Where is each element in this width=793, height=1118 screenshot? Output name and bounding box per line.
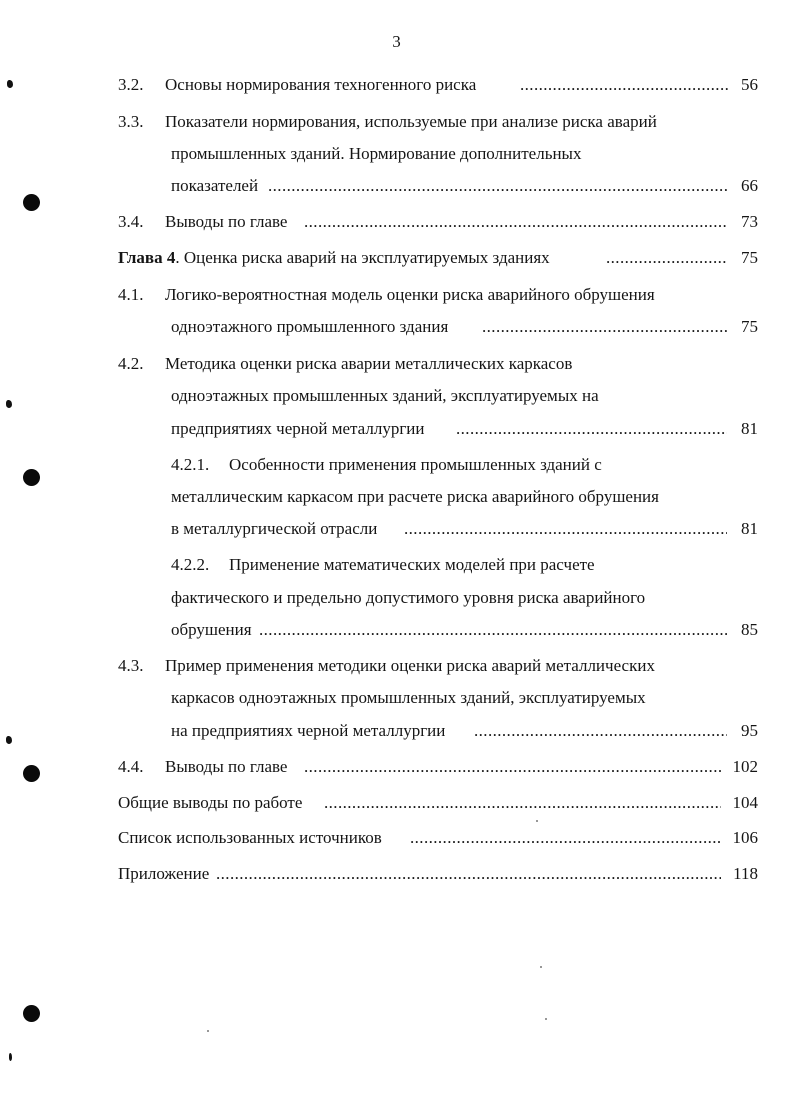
toc-title: Общие выводы по работе <box>118 793 303 812</box>
toc-chapter-title <box>118 247 550 269</box>
toc-title: Основы нормирования техногенного риска <box>165 75 477 94</box>
toc-number: 4.2.2. <box>171 555 210 574</box>
dot-leader <box>410 827 721 849</box>
toc-page: 118 <box>733 864 758 883</box>
toc-entry <box>0 74 793 96</box>
toc-title: обрушения <box>171 620 252 639</box>
toc-title: показателей <box>171 176 259 195</box>
toc-entry-cont <box>0 175 793 197</box>
dot-leader <box>259 619 727 641</box>
toc-number: 4.4. <box>118 757 144 776</box>
toc-entry-cont <box>0 316 793 338</box>
toc-title: Пример применения методики оценки риска аварий металлических <box>165 656 655 675</box>
punch-hole <box>23 1005 40 1022</box>
toc-title: Приложение <box>118 864 210 883</box>
toc-title: на предприятиях черной металлургии <box>171 721 446 740</box>
toc-number: 4.2.1. <box>171 455 210 474</box>
dot-leader <box>404 518 727 540</box>
toc-title: Выводы по главе <box>165 757 288 776</box>
toc-entry-cont <box>0 486 793 508</box>
toc-page: 75 <box>741 248 758 267</box>
chapter-label: Глава 4 <box>118 248 176 267</box>
toc-number: 4.1. <box>118 285 144 304</box>
chapter-title: . Оценка риска аварий на эксплуатируемых зданиях <box>175 248 550 267</box>
toc-entry <box>0 827 793 849</box>
toc-page: 102 <box>732 757 758 776</box>
dot-leader <box>456 418 727 440</box>
toc-entry-cont <box>0 143 793 165</box>
toc-page: 95 <box>741 721 758 740</box>
toc-chapter <box>0 247 793 269</box>
toc-page: 106 <box>732 828 758 847</box>
dot-leader <box>520 74 729 96</box>
toc-title: фактического и предельно допустимого уровня риска аварийного <box>171 588 646 607</box>
toc-entry-cont <box>0 587 793 609</box>
toc-entry <box>0 756 793 778</box>
toc-number: 3.2. <box>118 75 144 94</box>
toc-page: 81 <box>741 519 758 538</box>
toc-page: 56 <box>741 75 758 94</box>
toc-page: 75 <box>741 317 758 336</box>
toc-title: Показатели нормирования, используемые при анализе риска аварий <box>165 112 657 131</box>
scan-speck <box>545 1018 547 1020</box>
toc-title: Методика оценки риска аварии металлических каркасов <box>165 354 573 373</box>
toc-title: в металлургической отрасли <box>171 519 378 538</box>
scan-speck <box>536 820 538 822</box>
toc-title: каркасов одноэтажных промышленных зданий, эксплуатируемых <box>171 688 646 707</box>
toc-entry-cont <box>0 687 793 709</box>
toc-entry <box>0 284 793 306</box>
toc-entry <box>0 211 793 233</box>
toc-number: 4.3. <box>118 656 144 675</box>
toc-title: Применение математических моделей при расчете <box>229 555 595 574</box>
toc-entry <box>0 554 793 576</box>
dot-leader <box>324 792 721 814</box>
dot-leader <box>304 211 727 233</box>
toc-title: предприятиях черной металлургии <box>171 419 425 438</box>
page-number: 3 <box>392 32 401 51</box>
toc-title: Логико-вероятностная модель оценки риска аварийного обрушения <box>165 285 655 304</box>
scan-speck <box>207 1030 209 1032</box>
toc-title: промышленных зданий. Нормирование дополнительных <box>171 144 582 163</box>
toc-page: 73 <box>741 212 758 231</box>
toc-entry <box>0 353 793 375</box>
toc-number: 4.2. <box>118 354 144 373</box>
toc-entry-cont <box>0 720 793 742</box>
toc-number: 3.4. <box>118 212 144 231</box>
dot-leader <box>304 756 721 778</box>
toc-title: металлическим каркасом при расчете риска аварийного обрушения <box>171 487 659 506</box>
toc-entry-cont <box>0 418 793 440</box>
toc-title: одноэтажного промышленного здания <box>171 317 449 336</box>
toc-title: одноэтажных промышленных зданий, эксплуатируемых на <box>171 386 599 405</box>
toc-entry <box>0 655 793 677</box>
toc-entry <box>0 111 793 133</box>
toc-entry-cont <box>0 385 793 407</box>
toc-number: 3.3. <box>118 112 144 131</box>
toc-page: 81 <box>741 419 758 438</box>
dot-leader <box>606 247 727 269</box>
toc-entry <box>0 863 793 885</box>
toc-page: 104 <box>732 793 758 812</box>
toc-title: Особенности применения промышленных зданий с <box>229 455 602 474</box>
scan-mark <box>9 1053 12 1061</box>
dot-leader <box>216 863 721 885</box>
dot-leader <box>482 316 727 338</box>
toc-entry-cont <box>0 518 793 540</box>
toc-entry <box>0 454 793 476</box>
dot-leader <box>474 720 727 742</box>
toc-entry <box>0 792 793 814</box>
toc-entry-cont <box>0 619 793 641</box>
toc-title: Список использованных источников <box>118 828 382 847</box>
scan-speck <box>540 966 542 968</box>
toc-page: 66 <box>741 176 758 195</box>
dot-leader <box>268 175 727 197</box>
toc-title: Выводы по главе <box>165 212 288 231</box>
toc-page: 85 <box>741 620 758 639</box>
